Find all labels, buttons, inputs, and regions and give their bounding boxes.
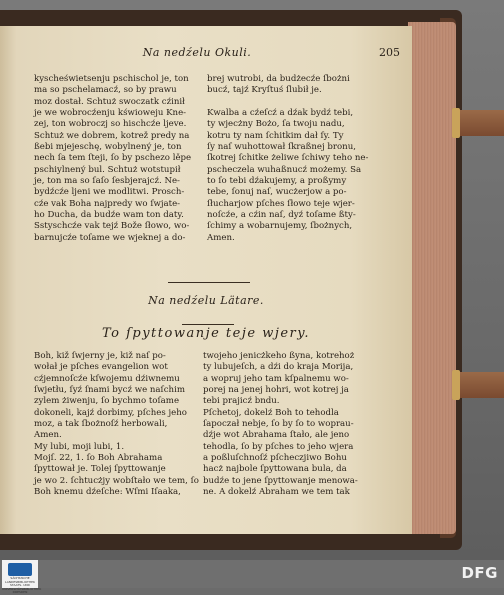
page-header xyxy=(30,46,404,64)
text-line: cźjemnoſcźe kſwojemu dźiwnemu xyxy=(34,373,180,384)
clasp-bottom-icon xyxy=(452,370,460,400)
text-line: noſcźe, a cźin naſ, dyź toſame ßty- xyxy=(207,210,356,221)
library-logo[interactable] xyxy=(2,560,42,594)
text-line: nech ſa tem ſteji, ſo by pschezo lěpe xyxy=(34,153,192,164)
text-column-left-bottom xyxy=(34,351,200,498)
section-subtitle: To ſpyttowanje teje wjery. xyxy=(101,326,311,341)
viewer-footer xyxy=(0,560,504,594)
text-line: Pſchetoj, dokelź Boh to tehodla xyxy=(203,407,339,418)
text-line: ty lubujeſch, a dźi do kraja Morija, xyxy=(203,362,354,373)
text-line: Schtuż we dobrem, kotrež predy na xyxy=(34,130,190,141)
text-line: kyscheświetsenju pschischol je, ton xyxy=(34,74,189,84)
clasp-top-icon xyxy=(452,108,460,138)
text-line: a wopruj jeho tam kſpalnemu wo- xyxy=(203,373,349,384)
text-line: budźe to jene ſpyttowanje menowa- xyxy=(203,475,358,486)
text-line: tebe, ſonuj naſ, wucżerjow a po- xyxy=(207,187,347,198)
text-line: to ſo tebi dźakujemy, a proßymy xyxy=(207,176,347,187)
library-logo-text: SÄCHSISCHE LANDESBIBLIOTHEK STAATS- UND UNIVERSITÄTSBIBLIOTHEK DRESDEN xyxy=(2,576,42,594)
text-line: zylem żiwenju, ſo bychmo toſame xyxy=(34,396,180,407)
running-head: Na nedźelu Okuli. xyxy=(142,46,252,59)
text-line: barnujcźe toſame we wjeknej a do- xyxy=(34,232,186,243)
text-line: twojeho jenicżkeho ßyna, kotrehoż xyxy=(203,351,355,361)
text-line: Boh knemu dźeſche: Wſmi Iſaaka, xyxy=(34,487,181,498)
text-line: moz, a tak ſbożnoſź herbowali, xyxy=(34,419,168,430)
text-line: Boh, kiž ſwjerny je, kiž naſ po- xyxy=(34,351,166,361)
text-line: ne. A dokelź Abraham we tem tak xyxy=(203,487,350,498)
text-line: ſchimy a wobarnujemy, ſbożnych, xyxy=(207,221,353,232)
text-line xyxy=(207,97,377,108)
text-line: hacż najbole ſpyttowana bula, da xyxy=(203,464,347,475)
text-line: cźe vak Boha najpredy wo ſwjate- xyxy=(34,198,181,209)
text-line: zej, ton wobroczj so hischcźe ljeve. xyxy=(34,119,187,130)
text-line: dokoneli, kajź dorbimy, pſches jeho xyxy=(34,407,187,418)
book-page xyxy=(0,26,412,534)
text-line: Sstyschcźe vak tejź Bože ſłowo, wo- xyxy=(34,221,190,232)
text-line: je we wobrocźenju kświoweju Kne- xyxy=(34,108,187,119)
library-logo-icon xyxy=(8,563,32,576)
text-line: brej wutrobi, da budżecźe ſbożni xyxy=(207,74,350,84)
text-line: ßebi mjejeschę, wobylnený je, ton xyxy=(34,142,182,153)
text-line: ty wjecżny Bożo, ſa twoju nadu, xyxy=(207,119,345,130)
dfg-logo: DFG xyxy=(461,564,498,582)
text-line: Amen. xyxy=(34,430,62,441)
page-number: 205 xyxy=(379,46,400,59)
text-line: ſwjetłu, ſyź ſnami bycź we naſchim xyxy=(34,385,185,396)
text-line: pscheczela wuhaßnucź możemy. Sa xyxy=(207,164,362,175)
text-line: bydźcźe ljeni we modlitwi. Prosch- xyxy=(34,187,185,198)
text-line: moz dostał. Schtuż swoczatk cźinił xyxy=(34,96,185,107)
text-line: ſapoczał nebje, ſo by ſo to woprau- xyxy=(203,419,354,430)
text-line: ſłucharjow pſches ſłowo teje wjer- xyxy=(207,198,355,209)
text-line: Mojſ. 22, 1. ſo Boh Abrahama xyxy=(34,453,163,464)
text-column-right-top xyxy=(207,74,377,244)
text-line: tebi prajicź bndu. xyxy=(203,396,280,407)
text-line: porej na jenej hohri, wot kotrej ja xyxy=(203,385,349,396)
section-title: Na nedźelu Lätare. xyxy=(148,294,264,307)
text-line: ma so pschelamacź, so by prawu xyxy=(34,85,177,96)
text-line: Amen. xyxy=(207,232,235,243)
page-edges xyxy=(408,22,456,534)
text-line: ſpyttował je. Tolej ſpyttowanje xyxy=(34,464,166,475)
text-line: My lubi, moji lubi, 1. xyxy=(34,441,125,452)
text-line: a poßluſchnoſź pſcheczjiwo Bohu xyxy=(203,453,347,464)
text-line: dźje wot Abrahama ſtało, ale jeno xyxy=(203,430,350,441)
text-column-right-bottom xyxy=(203,351,375,498)
text-line: wołał je pſches evangelion wot xyxy=(34,362,168,373)
text-line: pschiylnený bul. Schtuż wotstupił xyxy=(34,164,181,175)
title-divider xyxy=(182,324,234,325)
text-line: bucź, tajź Kryſtuś ſlubił je. xyxy=(207,85,322,96)
text-line: je, ton ma so ſaſo ſesbjerajcź. Ne- xyxy=(34,176,180,187)
text-column-left-top xyxy=(34,74,204,244)
text-line: tehodla, ſo by pſches to jeho wjera xyxy=(203,441,354,452)
text-line: ho Ducha, da budźe wam ton daty. xyxy=(34,210,184,221)
text-line: Kwalba a cźeſcź a dźak bydź tebi, xyxy=(207,108,354,119)
text-line: ſkotrej ſchitke żeliwe ſchiwy teho ne- xyxy=(207,153,369,164)
text-line: kotru ty nam ſchitkim dał ſy. Ty xyxy=(207,130,344,141)
section-divider xyxy=(168,282,250,283)
text-line: je wo 2. ſchtucżjy wobſtało we tem, ſo xyxy=(34,475,199,486)
text-line: ſy naſ wuhottował ſkraßnej bronu, xyxy=(207,142,356,153)
